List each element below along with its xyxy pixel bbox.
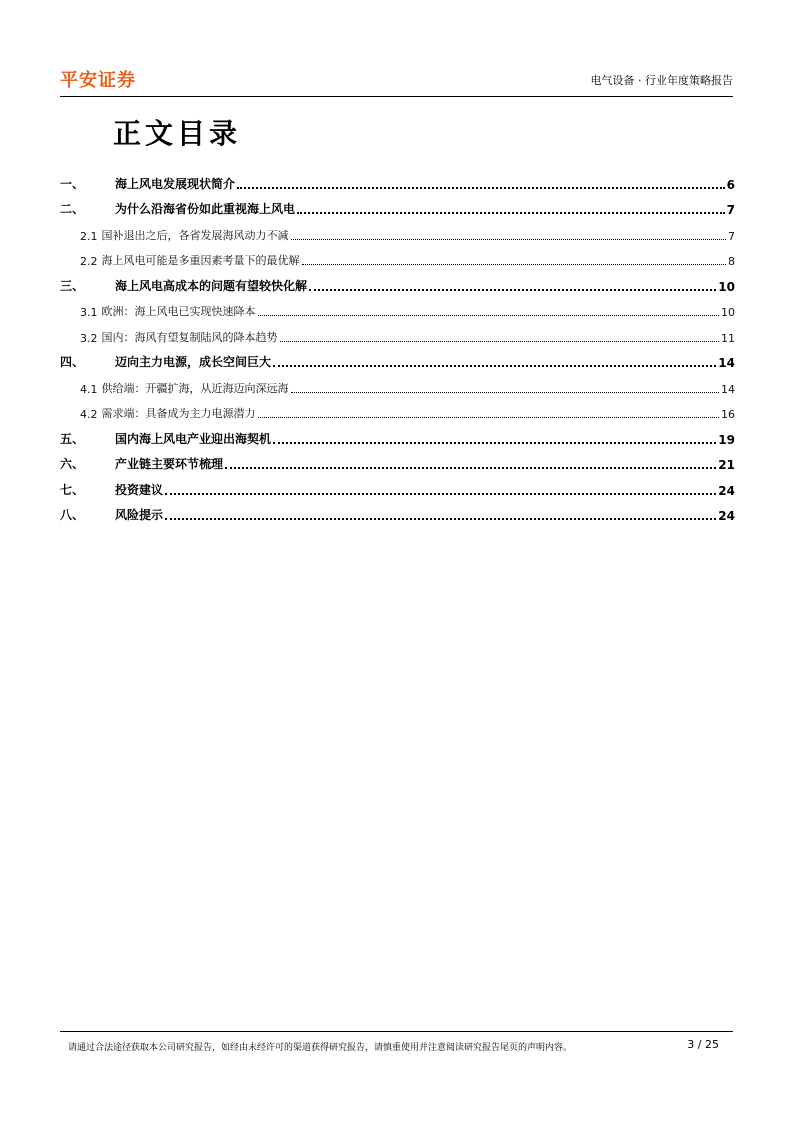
toc-entry[interactable] xyxy=(60,500,735,526)
toc-entry[interactable] xyxy=(60,296,735,322)
toc-entry-title[interactable]: 海上风电高成本的问题有望较快化解 xyxy=(115,278,308,293)
toc-entry[interactable] xyxy=(60,168,735,194)
toc-entry-page[interactable]: 10 xyxy=(721,306,735,319)
toc-entry-title[interactable]: 为什么沿海省份如此重视海上风电 xyxy=(115,202,296,216)
toc-entry-number: 4.2 xyxy=(80,408,98,421)
toc-entry-number: 2.2 xyxy=(80,255,98,268)
page-number: 3 / 25 xyxy=(687,1038,719,1051)
toc-leader-dots xyxy=(273,441,716,444)
toc-entry-title[interactable]: 投资建议 xyxy=(115,482,164,497)
toc-leader-dots xyxy=(297,211,725,214)
toc-entry[interactable] xyxy=(60,321,735,347)
toc-entry-page[interactable]: 7 xyxy=(726,203,735,217)
toc-leader-dots xyxy=(258,416,720,418)
toc-entry[interactable] xyxy=(60,219,735,245)
toc-entry[interactable] xyxy=(60,372,735,398)
toc-leader-dots xyxy=(258,314,720,316)
toc-entry-number: 二、 xyxy=(60,202,85,216)
toc-leader-dots xyxy=(165,492,716,495)
toc-entry-number: 一、 xyxy=(60,176,85,191)
toc-entry-title[interactable]: 产业链主要环节梳理 xyxy=(115,457,224,471)
page-title: 正文目录 xyxy=(113,117,242,150)
toc-entry-page[interactable]: 11 xyxy=(721,331,735,345)
toc-entry-page[interactable]: 21 xyxy=(718,458,735,472)
toc-leader-dots xyxy=(291,391,720,393)
toc-entry-number: 4.1 xyxy=(80,382,98,396)
toc-entry-number: 六、 xyxy=(60,457,85,471)
page-header xyxy=(60,62,733,97)
toc-entry-title[interactable]: 海上风电可能是多重因素考量下的最优解 xyxy=(101,254,300,267)
toc-entry-page[interactable]: 19 xyxy=(718,432,735,447)
toc-leader-dots xyxy=(165,517,716,520)
toc-entry-page[interactable]: 7 xyxy=(728,229,735,243)
toc-entry-title[interactable]: 供给端：开疆扩海，从近海迈向深远海 xyxy=(101,381,289,395)
toc-entry-title[interactable]: 国内海上风电产业迎出海契机 xyxy=(115,431,272,446)
toc-entry-number: 五、 xyxy=(60,431,85,446)
toc-entry-page[interactable]: 10 xyxy=(718,279,735,294)
toc-entry-page[interactable]: 24 xyxy=(718,483,735,498)
toc-entry-number: 3.1 xyxy=(80,306,98,319)
toc-leader-dots xyxy=(237,186,725,189)
toc-entry[interactable] xyxy=(60,423,735,449)
toc-entry[interactable] xyxy=(60,194,735,220)
table-of-contents xyxy=(60,168,735,525)
toc-entry-number: 3.2 xyxy=(80,331,98,345)
company-logo: 平安证券 xyxy=(60,70,136,91)
toc-leader-dots xyxy=(280,340,720,342)
toc-entry-title[interactable]: 欧洲：海上风电已实现快速降本 xyxy=(101,305,256,318)
toc-entry[interactable] xyxy=(60,398,735,424)
toc-leader-dots xyxy=(291,238,727,240)
toc-leader-dots xyxy=(273,364,716,367)
toc-entry[interactable] xyxy=(60,270,735,296)
toc-entry-page[interactable]: 24 xyxy=(718,509,735,523)
toc-leader-dots xyxy=(225,466,716,469)
toc-entry[interactable] xyxy=(60,449,735,475)
toc-entry-page[interactable]: 8 xyxy=(728,255,735,268)
toc-entry-title[interactable]: 海上风电发展现状简介 xyxy=(115,176,236,191)
toc-leader-dots xyxy=(302,263,727,265)
footer-disclaimer: 请通过合法途径获取本公司研究报告，如经由未经许可的渠道获得研究报告，请慎重使用并注意阅读研究报告尾页的声明内容。 xyxy=(68,1043,573,1053)
toc-entry-page[interactable]: 16 xyxy=(721,408,735,421)
toc-entry-number: 三、 xyxy=(60,278,85,293)
toc-entry[interactable] xyxy=(60,347,735,373)
toc-entry-title[interactable]: 国内：海风有望复制陆风的降本趋势 xyxy=(101,330,278,344)
page-footer xyxy=(60,1031,733,1053)
toc-entry-title[interactable]: 国补退出之后，各省发展海风动力不减 xyxy=(101,228,289,242)
toc-entry-number: 八、 xyxy=(60,508,85,522)
toc-entry-number: 七、 xyxy=(60,482,85,497)
toc-entry-number: 四、 xyxy=(60,355,85,369)
toc-entry[interactable] xyxy=(60,245,735,271)
toc-entry-number: 2.1 xyxy=(80,229,98,243)
toc-entry-title[interactable]: 需求端：具备成为主力电源潜力 xyxy=(101,407,256,420)
toc-entry-title[interactable]: 风险提示 xyxy=(115,508,164,522)
toc-entry-page[interactable]: 14 xyxy=(718,356,735,370)
toc-leader-dots xyxy=(309,288,716,291)
report-type: 电气设备 · 行业年度策略报告 xyxy=(590,74,733,87)
toc-entry-page[interactable]: 14 xyxy=(721,382,735,396)
toc-entry[interactable] xyxy=(60,474,735,500)
toc-entry-page[interactable]: 6 xyxy=(726,177,735,192)
toc-entry-title[interactable]: 迈向主力电源，成长空间巨大 xyxy=(115,355,272,369)
